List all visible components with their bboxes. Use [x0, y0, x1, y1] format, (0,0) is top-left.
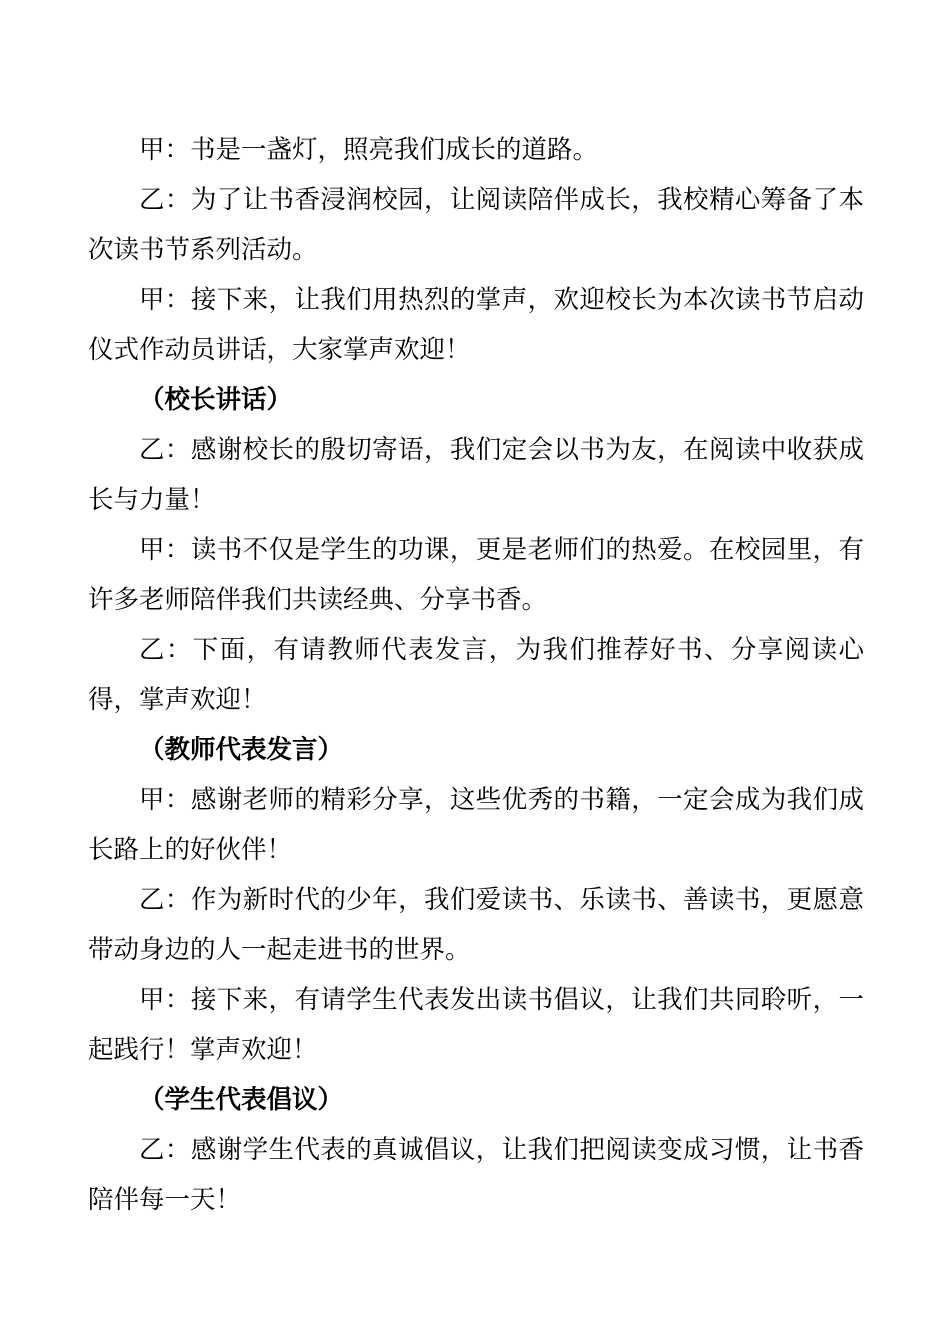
speech-line: 乙：下面，有请教师代表发言，为我们推荐好书、分享阅读心得，掌声欢迎！	[88, 635, 864, 715]
speech-line: 甲：读书不仅是学生的功课，更是老师们的热爱。在校园里，有许多老师陪伴我们共读经典、分享书香。	[88, 535, 864, 615]
speech-line: 甲：接下来，让我们用热烈的掌声，欢迎校长为本次读书节启动仪式作动员讲话，大家掌声欢迎！	[88, 285, 864, 365]
speech-line: 乙：感谢校长的殷切寄语，我们定会以书为友，在阅读中收获成长与力量！	[88, 435, 864, 515]
speech-line: 甲：感谢老师的精彩分享，这些优秀的书籍，一定会成为我们成长路上的好伙伴！	[88, 785, 864, 865]
speech-line: 甲：接下来，有请学生代表发出读书倡议，让我们共同聆听，一起践行！掌声欢迎！	[88, 985, 864, 1065]
speech-line: 乙：感谢学生代表的真诚倡议，让我们把阅读变成习惯，让书香陪伴每一天！	[88, 1135, 864, 1215]
stage-direction: （校长讲话）	[139, 385, 293, 415]
document-page	[88, 125, 864, 1225]
speech-line: 甲：书是一盏灯，照亮我们成长的道路。	[139, 135, 599, 165]
stage-direction: （学生代表倡议）	[139, 1085, 344, 1115]
stage-direction: （教师代表发言）	[139, 735, 344, 765]
speech-line: 乙：作为新时代的少年，我们爱读书、乐读书、善读书，更愿意带动身边的人一起走进书的世界。	[88, 885, 864, 965]
speech-line: 乙：为了让书香浸润校园，让阅读陪伴成长，我校精心筹备了本次读书节系列活动。	[88, 185, 864, 265]
